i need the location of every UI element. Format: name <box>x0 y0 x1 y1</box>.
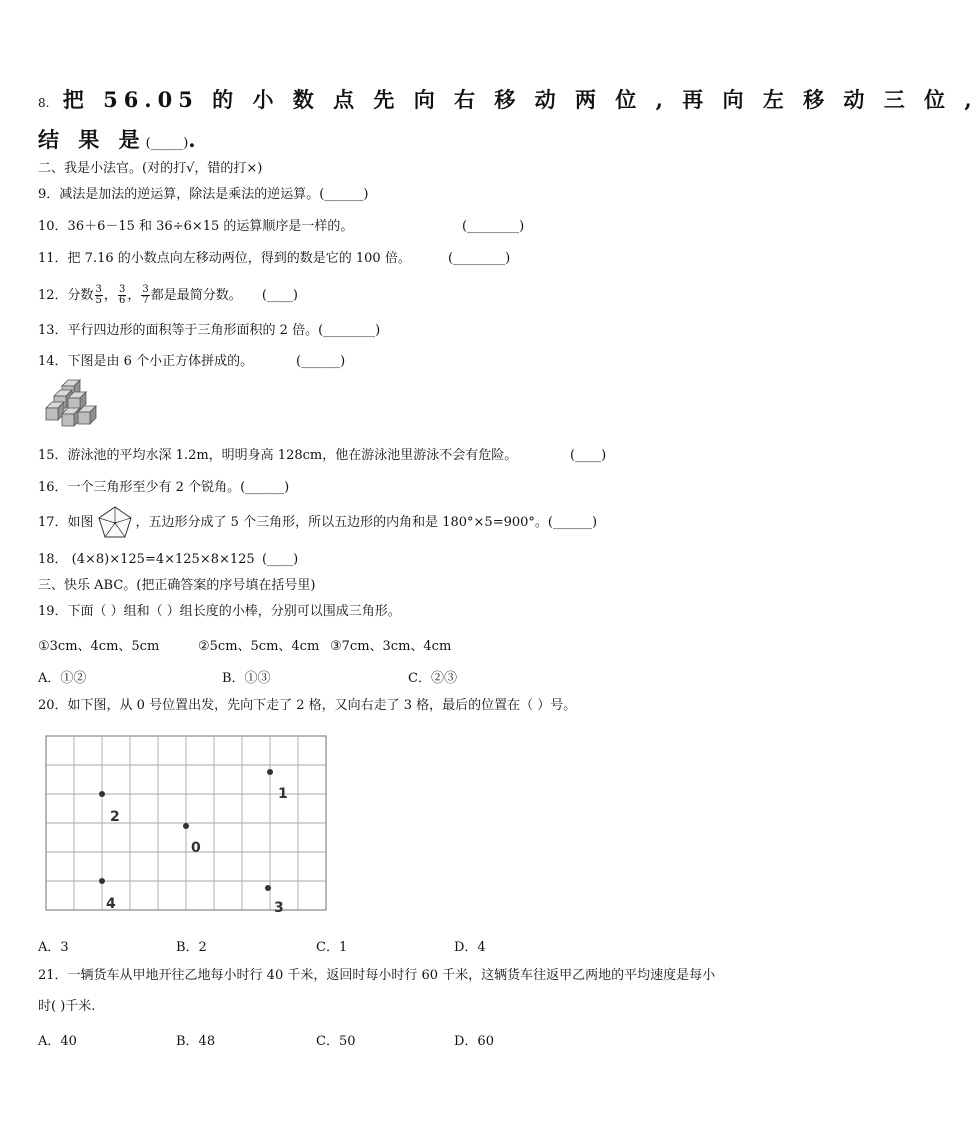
question-9: 9．减法是加法的逆运算，除法是乘法的逆运算。(______) <box>38 187 369 202</box>
question-17-post: ，五边形分成了 5 个三角形，所以五边形的内角和是 180°×5=900°。(______) <box>135 515 598 530</box>
question-18-text: 18． (4×8)×125=4×125×8×125 <box>38 552 255 567</box>
grid-point-0 <box>183 823 189 829</box>
question-21-line-1: 21．一辆货车从甲地开往乙地每小时行 40 千米，返回时每小时行 60 千米，这辆货车往返甲乙两地的平均速度是每小 <box>38 968 716 983</box>
question-20-option-d[interactable]: D．4 <box>454 940 486 955</box>
question-14-blank[interactable]: (______) <box>296 354 346 369</box>
grid-point-2 <box>99 791 105 797</box>
pentagon-figure <box>96 505 134 539</box>
question-16: 16．一个三角形至少有 2 个锐角。(______) <box>38 480 290 495</box>
question-21-option-b[interactable]: B．48 <box>176 1034 216 1049</box>
position-grid-figure <box>40 732 332 916</box>
grid-label-1: 1 <box>278 786 288 802</box>
fraction-2: $\frac{3}{6}$ <box>118 284 126 306</box>
question-21-option-d[interactable]: D．60 <box>454 1034 494 1049</box>
question-13: 13．平行四边形的面积等于三角形面积的 2 倍。(________) <box>38 323 381 338</box>
section-2-heading: 二、我是小法官。(对的打√，错的打×) <box>38 161 263 176</box>
question-15-text: 15．游泳池的平均水深 1.2m，明明身高 128cm，他在游泳池里游泳不会有危险。 <box>38 448 518 463</box>
section-3-heading: 三、快乐 ABC。(把正确答案的序号填在括号里) <box>38 578 316 593</box>
grid-point-3 <box>265 885 271 891</box>
question-8-text-1: 把 56.05 的 小 数 点 先 向 右 移 动 两 位 , 再 向 左 移 动 三 位 , <box>62 87 978 112</box>
cube <box>46 402 64 420</box>
question-19-stem: 19．下面（ ）组和（ ）组长度的小棒，分别可以围成三角形。 <box>38 604 401 619</box>
question-8-line-2 <box>38 126 202 158</box>
question-14-text: 14．下图是由 6 个小正方体拼成的。 <box>38 354 254 369</box>
question-20-stem: 20．如下图，从 0 号位置出发，先向下走了 2 格，又向右走了 3 格，最后的位置在（ ）号。 <box>38 698 577 713</box>
question-11-text: 11．把 7.16 的小数点向左移动两位，得到的数是它的 100 倍。 <box>38 251 411 266</box>
question-17 <box>38 514 597 532</box>
question-12-blank[interactable]: (____) <box>261 288 299 303</box>
cube <box>62 408 80 426</box>
question-17-pre: 17．如图 <box>38 515 94 530</box>
question-19-group-3: ③7cm、3cm、4cm <box>330 639 452 654</box>
question-19-group-2: ②5cm、5cm、4cm <box>198 639 320 654</box>
grid-label-2: 2 <box>110 809 120 825</box>
question-18 <box>38 551 255 569</box>
grid-point-1 <box>267 769 273 775</box>
question-8-line-1 <box>38 86 978 117</box>
question-20-option-a[interactable]: A．3 <box>38 940 69 955</box>
grid-label-4: 4 <box>106 896 116 912</box>
question-15 <box>38 447 517 465</box>
question-11-blank[interactable]: (________) <box>448 251 511 266</box>
grid-label-0: 0 <box>191 840 201 856</box>
fraction-3: $\frac{3}{7}$ <box>142 284 149 306</box>
question-18-blank[interactable]: (____) <box>262 552 299 567</box>
question-12-post: 都是最简分数。 <box>150 288 242 303</box>
question-19-option-a[interactable]: A．①② <box>38 671 87 686</box>
question-11 <box>38 250 411 268</box>
question-15-blank[interactable]: (____) <box>570 448 607 463</box>
question-19-group-1: ①3cm、4cm、5cm <box>38 639 160 654</box>
question-14 <box>38 353 253 371</box>
question-21-line-2: 时( )千米. <box>38 999 96 1014</box>
question-19-option-c[interactable]: C．②③ <box>408 671 457 686</box>
question-10 <box>38 218 353 236</box>
question-20-option-b[interactable]: B．2 <box>176 940 207 955</box>
cube-stack-figure <box>44 380 100 432</box>
grid-label-3: 3 <box>274 900 284 916</box>
question-10-text: 10．36＋6－15 和 36÷6×15 的运算顺序是一样的。 <box>38 219 354 234</box>
question-12: 12．分数 $\frac{3}{5}$ ， $\frac{3}{6}$ ， $\frac{3}{7}$ 都是最简分数。 (____) <box>38 284 299 306</box>
question-8-number: 8. <box>38 96 50 110</box>
question-21-option-c[interactable]: C．50 <box>316 1034 356 1049</box>
question-20-option-c[interactable]: C．1 <box>316 940 348 955</box>
question-8-period: . <box>188 127 202 152</box>
fraction-1: $\frac{3}{5}$ <box>95 284 102 306</box>
question-12-pre: 12．分数 <box>38 288 94 303</box>
question-8-blank[interactable]: (_____) <box>145 136 189 151</box>
question-21-option-a[interactable]: A．40 <box>38 1034 77 1049</box>
grid-point-4 <box>99 878 105 884</box>
question-10-blank[interactable]: (________) <box>462 219 525 234</box>
question-8-text-2: 结 果 是 <box>38 127 146 152</box>
question-19-option-b[interactable]: B．①③ <box>222 671 271 686</box>
